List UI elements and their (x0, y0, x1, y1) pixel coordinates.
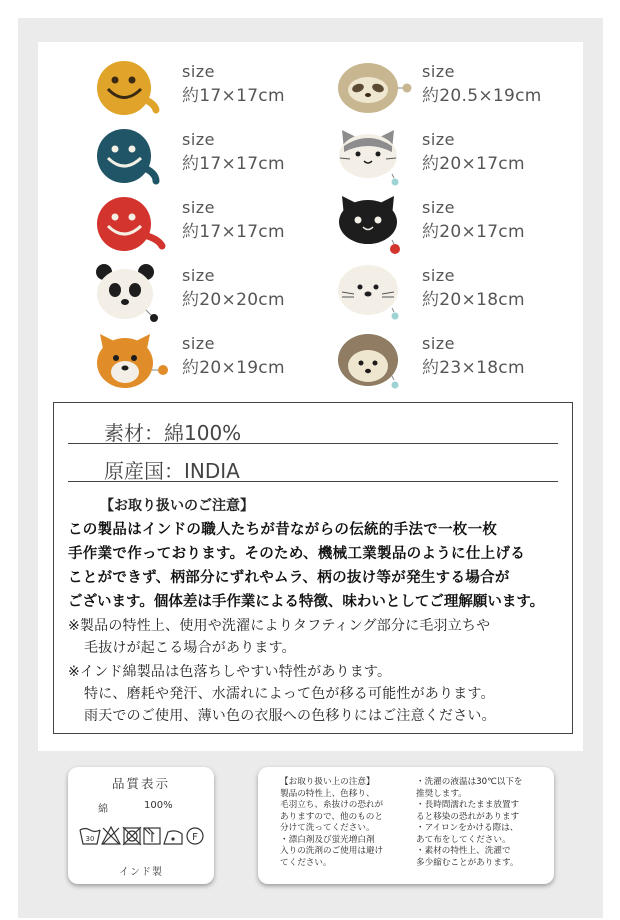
caution-line: 手作業で作っております。そのため、機械工業製品のように仕上げる (68, 546, 526, 562)
seal-pouch-image (336, 262, 420, 322)
black-cat-pouch-image (336, 194, 420, 254)
size-label: size (422, 334, 456, 353)
quality-origin: インド製 (119, 867, 163, 878)
material-row (68, 409, 558, 444)
size-label: size (182, 130, 216, 149)
size-value: 約20×20cm (182, 290, 285, 310)
care-notice-right: ・洗濯の液温は30℃以下を 推奨します。 ・長時間濡れたまま放置す ると移染の恐れがあります ・アイロンをかける際は、 あて布をしてください。 ・素材の特性上、洗濯で 多少縮むことがあります。 (416, 777, 523, 868)
size-label: size (422, 130, 456, 149)
product-item (96, 126, 336, 186)
caution-line: ございます。個体差は手作業による特徴、味わいとしてご理解願います。 (68, 594, 545, 610)
note-line: ※インド綿製品は色落ちしやすい特性があります。 (68, 664, 392, 680)
size-value: 約17×17cm (182, 222, 285, 242)
product-item (96, 194, 336, 254)
care-symbols (78, 822, 206, 848)
quality-percent: 100% (144, 800, 173, 811)
origin-row (68, 447, 558, 482)
material-text: 素材：綿100% (104, 421, 242, 445)
quality-label-title: 品質表示 (111, 776, 170, 791)
product-item (96, 58, 336, 118)
size-value: 約20×17cm (422, 154, 525, 174)
caution-line: この製品はインドの職人たちが昔ながらの伝統的手法で一枚一枚 (68, 522, 498, 538)
note-line: ※製品の特性上、使用や洗濯によりタフティング部分に毛羽立ちや (68, 618, 491, 634)
care-notice-tag (258, 767, 554, 884)
size-value: 約17×17cm (182, 154, 285, 174)
size-value: 約20×18cm (422, 290, 525, 310)
size-label: size (182, 334, 216, 353)
note-line: 雨天でのご使用、薄い色の衣服への色移りにはご注意ください。 (84, 708, 496, 724)
origin-text: 原産国：INDIA (104, 459, 240, 483)
size-label: size (182, 266, 216, 285)
note-line: 特に、磨耗や発汗、水濡れによって色が移る可能性があります。 (84, 686, 495, 702)
caution-line: ことができず、柄部分にずれやムラ、柄の抜け等が発生する場合が (68, 570, 510, 586)
no-tumble-dry-icon (123, 827, 141, 845)
product-item (336, 194, 576, 254)
caution-title: 【お取り扱いのご注意】 (100, 498, 254, 514)
product-item (336, 126, 576, 186)
shiba-dog-pouch-image (96, 330, 180, 390)
quality-label-tag (68, 767, 214, 884)
care-notice-left: 【お取り扱い上の注意】 製品の特性上、色移り、 毛羽立ち、糸抜けの恐れが ありますので、他のものと 分けて洗ってください。 ・漂白剤及び蛍光増白剤 入りの洗剤のご使用は避け てください。 (280, 777, 384, 868)
product-item (336, 58, 576, 118)
product-item (96, 330, 336, 390)
size-label: size (422, 266, 456, 285)
hedgehog-pouch-image (336, 330, 420, 390)
product-item (336, 330, 576, 390)
size-value: 約20×17cm (422, 222, 525, 242)
product-item (336, 262, 576, 322)
grey-cat-pouch-image (336, 126, 420, 186)
no-bleach-icon (102, 827, 120, 844)
size-label: size (182, 198, 216, 217)
iron-low-icon (164, 831, 182, 844)
quality-material: 綿 (98, 804, 108, 815)
size-label: size (422, 62, 456, 81)
panda-pouch-image (96, 262, 180, 322)
teal-smiley-pouch-image (96, 126, 180, 186)
size-label: size (182, 62, 216, 81)
red-smiley-pouch-image (96, 194, 180, 254)
yellow-smiley-pouch-image (96, 58, 180, 118)
product-item (96, 262, 336, 322)
svg-text:F: F (192, 832, 198, 843)
notice-box (53, 402, 573, 734)
dry-clean-f-icon (187, 828, 203, 844)
line-dry-shade-icon (144, 828, 160, 844)
note-line: 毛抜けが起こる場合があります。 (84, 640, 296, 656)
wash-30-icon (80, 829, 100, 845)
size-label: size (422, 198, 456, 217)
size-value: 約20.5×19cm (422, 86, 542, 106)
size-value: 約20×19cm (182, 358, 285, 378)
size-value: 約17×17cm (182, 86, 285, 106)
svg-text:30: 30 (85, 835, 95, 843)
size-value: 約23×18cm (422, 358, 525, 378)
sloth-pouch-image (336, 58, 420, 118)
